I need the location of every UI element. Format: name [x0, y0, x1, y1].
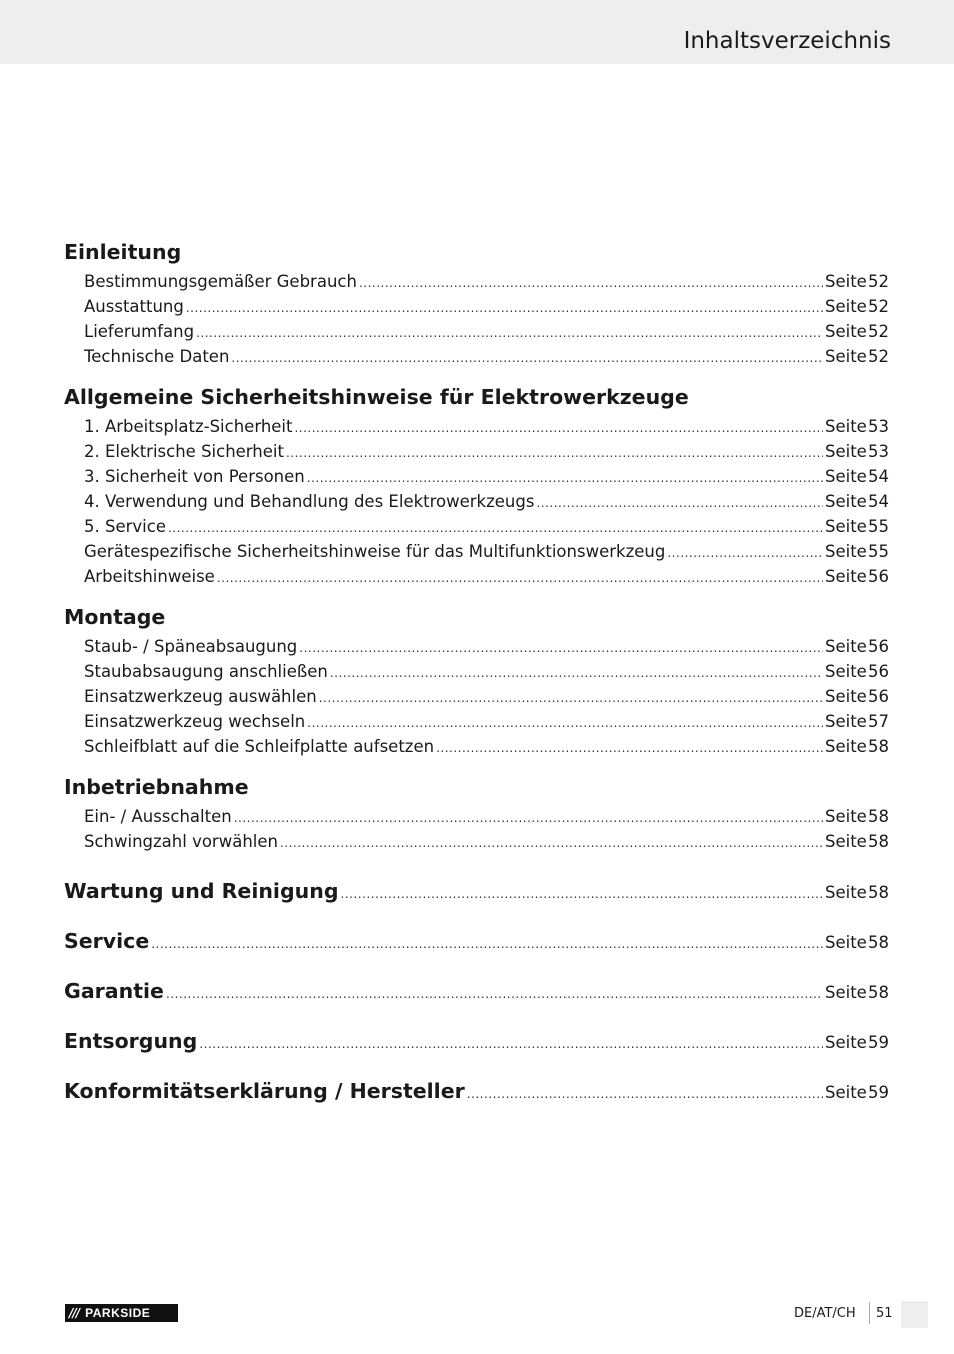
page-word: Seite — [825, 322, 867, 341]
toc-entry[interactable] — [64, 269, 889, 294]
page-number: 53 — [868, 442, 889, 461]
dot-leader — [234, 806, 823, 831]
brand-logo — [65, 1304, 178, 1322]
toc-section — [64, 771, 889, 854]
section-heading: Montage — [64, 605, 166, 629]
entry-label: 4. Verwendung und Behandlung des Elektrowerkzeugs — [84, 492, 535, 511]
dot-leader — [186, 296, 823, 321]
heading-entry-label: Konformitätserklärung / Hersteller — [64, 1079, 465, 1103]
entry-label: Einsatzwerkzeug wechseln — [84, 712, 306, 731]
section-heading: Allgemeine Sicherheitshinweise für Elektrowerkzeuge — [64, 385, 689, 409]
toc-entry[interactable] — [64, 539, 889, 564]
toc-heading-entry[interactable] — [64, 966, 889, 1016]
entry-label: Schleifblatt auf die Schleifplatte aufsetzen — [84, 737, 435, 756]
toc-entry[interactable] — [64, 734, 889, 759]
toc-entry[interactable] — [64, 489, 889, 514]
page-number: 58 — [868, 983, 889, 1002]
dot-leader — [667, 541, 823, 566]
dot-leader — [436, 736, 823, 761]
section-heading: Inbetriebnahme — [64, 775, 249, 799]
page-number: 59 — [868, 1083, 889, 1102]
entry-label: Gerätespezifische Sicherheitshinweise für das Multifunktionswerkzeug — [84, 542, 666, 561]
dot-leader — [166, 969, 823, 1019]
page-number: 58 — [868, 883, 889, 902]
page-number: 56 — [868, 567, 889, 586]
page-word: Seite — [825, 467, 867, 486]
page-number: 58 — [868, 807, 889, 826]
page-number: 58 — [868, 832, 889, 851]
entry-label: Arbeitshinweise — [84, 567, 215, 586]
page-word: Seite — [825, 662, 867, 681]
page-word: Seite — [825, 1083, 867, 1102]
entry-label: Lieferumfang — [84, 322, 195, 341]
page-word: Seite — [825, 933, 867, 952]
dot-leader — [307, 466, 823, 491]
page-number: 55 — [868, 542, 889, 561]
toc-entry[interactable] — [64, 659, 889, 684]
toc-entry[interactable] — [64, 294, 889, 319]
entry-label: 1. Arbeitsplatz-Sicherheit — [84, 417, 293, 436]
toc-heading-entry[interactable] — [64, 1016, 889, 1066]
heading-entry-label: Service — [64, 929, 150, 953]
dot-leader — [168, 516, 823, 541]
page-word: Seite — [825, 492, 867, 511]
toc-entry[interactable] — [64, 514, 889, 539]
toc-heading-entry[interactable] — [64, 916, 889, 966]
toc-entry[interactable] — [64, 684, 889, 709]
page-word: Seite — [825, 1033, 867, 1052]
entry-label: 3. Sicherheit von Personen — [84, 467, 305, 486]
page-number: 58 — [868, 933, 889, 952]
footer-page-number: 51 — [876, 1306, 893, 1321]
page-number: 56 — [868, 662, 889, 681]
page-number: 52 — [868, 272, 889, 291]
page-word: Seite — [825, 542, 867, 561]
dot-leader — [294, 416, 823, 441]
footer-divider — [869, 1302, 870, 1324]
dot-leader — [196, 321, 823, 346]
toc-entry[interactable] — [64, 414, 889, 439]
toc-entry[interactable] — [64, 439, 889, 464]
toc-section — [64, 601, 889, 759]
dot-leader — [231, 346, 823, 371]
page-word: Seite — [825, 517, 867, 536]
page-number: 59 — [868, 1033, 889, 1052]
dot-leader — [217, 566, 823, 591]
table-of-contents — [64, 236, 889, 1116]
section-heading: Einleitung — [64, 240, 182, 264]
toc-entry[interactable] — [64, 464, 889, 489]
header-bar — [0, 0, 954, 64]
dot-leader — [536, 491, 823, 516]
toc-heading-entry[interactable] — [64, 1066, 889, 1116]
page-word: Seite — [825, 807, 867, 826]
page-word: Seite — [825, 883, 867, 902]
page-number: 55 — [868, 517, 889, 536]
page-word: Seite — [825, 637, 867, 656]
page-corner-box — [901, 1301, 928, 1328]
toc-entry[interactable] — [64, 634, 889, 659]
toc-section — [64, 236, 889, 369]
page-word: Seite — [825, 737, 867, 756]
dot-leader — [151, 919, 823, 969]
dot-leader — [330, 661, 823, 686]
toc-entry[interactable] — [64, 564, 889, 589]
dot-leader — [199, 1019, 823, 1069]
entry-label: Ausstattung — [84, 297, 184, 316]
page-number: 54 — [868, 492, 889, 511]
page-word: Seite — [825, 983, 867, 1002]
page-number: 57 — [868, 712, 889, 731]
dot-leader — [286, 441, 823, 466]
page-word: Seite — [825, 297, 867, 316]
dot-leader — [341, 869, 824, 919]
entry-label: Staubabsaugung anschließen — [84, 662, 328, 681]
page-word: Seite — [825, 832, 867, 851]
page-number: 52 — [868, 347, 889, 366]
toc-entry[interactable] — [64, 804, 889, 829]
page-number: 56 — [868, 687, 889, 706]
toc-entry[interactable] — [64, 344, 889, 369]
page-number: 52 — [868, 322, 889, 341]
dot-leader — [280, 831, 823, 856]
page-number: 53 — [868, 417, 889, 436]
entry-label: Technische Daten — [84, 347, 230, 366]
toc-entry[interactable] — [64, 829, 889, 854]
dot-leader — [299, 636, 823, 661]
entry-label: 5. Service — [84, 517, 166, 536]
entry-label: 2. Elektrische Sicherheit — [84, 442, 284, 461]
entry-label: Bestimmungsgemäßer Gebrauch — [84, 272, 357, 291]
entry-label: Schwingzahl vorwählen — [84, 832, 278, 851]
logo-text: PARKSIDE — [85, 1306, 151, 1320]
page-title: Inhaltsverzeichnis — [683, 28, 891, 54]
page-number: 56 — [868, 637, 889, 656]
page-word: Seite — [825, 417, 867, 436]
toc-entry[interactable] — [64, 709, 889, 734]
page-number: 58 — [868, 737, 889, 756]
dot-leader — [359, 271, 823, 296]
page-word: Seite — [825, 687, 867, 706]
page-word: Seite — [825, 347, 867, 366]
entry-label: Einsatzwerkzeug auswählen — [84, 687, 317, 706]
entry-label: Ein- / Ausschalten — [84, 807, 232, 826]
page-number: 54 — [868, 467, 889, 486]
toc-section — [64, 381, 889, 589]
country-codes: DE/AT/CH — [794, 1306, 856, 1321]
toc-heading-entry[interactable] — [64, 866, 889, 916]
logo-stripes: /// — [69, 1306, 80, 1320]
dot-leader — [307, 711, 823, 736]
page-word: Seite — [825, 712, 867, 731]
dot-leader — [319, 686, 823, 711]
page-word: Seite — [825, 567, 867, 586]
toc-entry[interactable] — [64, 319, 889, 344]
dot-leader — [467, 1069, 823, 1119]
page-word: Seite — [825, 272, 867, 291]
heading-entry-label: Entsorgung — [64, 1029, 198, 1053]
entry-label: Staub- / Späneabsaugung — [84, 637, 298, 656]
page-number: 52 — [868, 297, 889, 316]
heading-entry-label: Garantie — [64, 979, 164, 1003]
page-word: Seite — [825, 442, 867, 461]
heading-entry-label: Wartung und Reinigung — [64, 879, 339, 903]
